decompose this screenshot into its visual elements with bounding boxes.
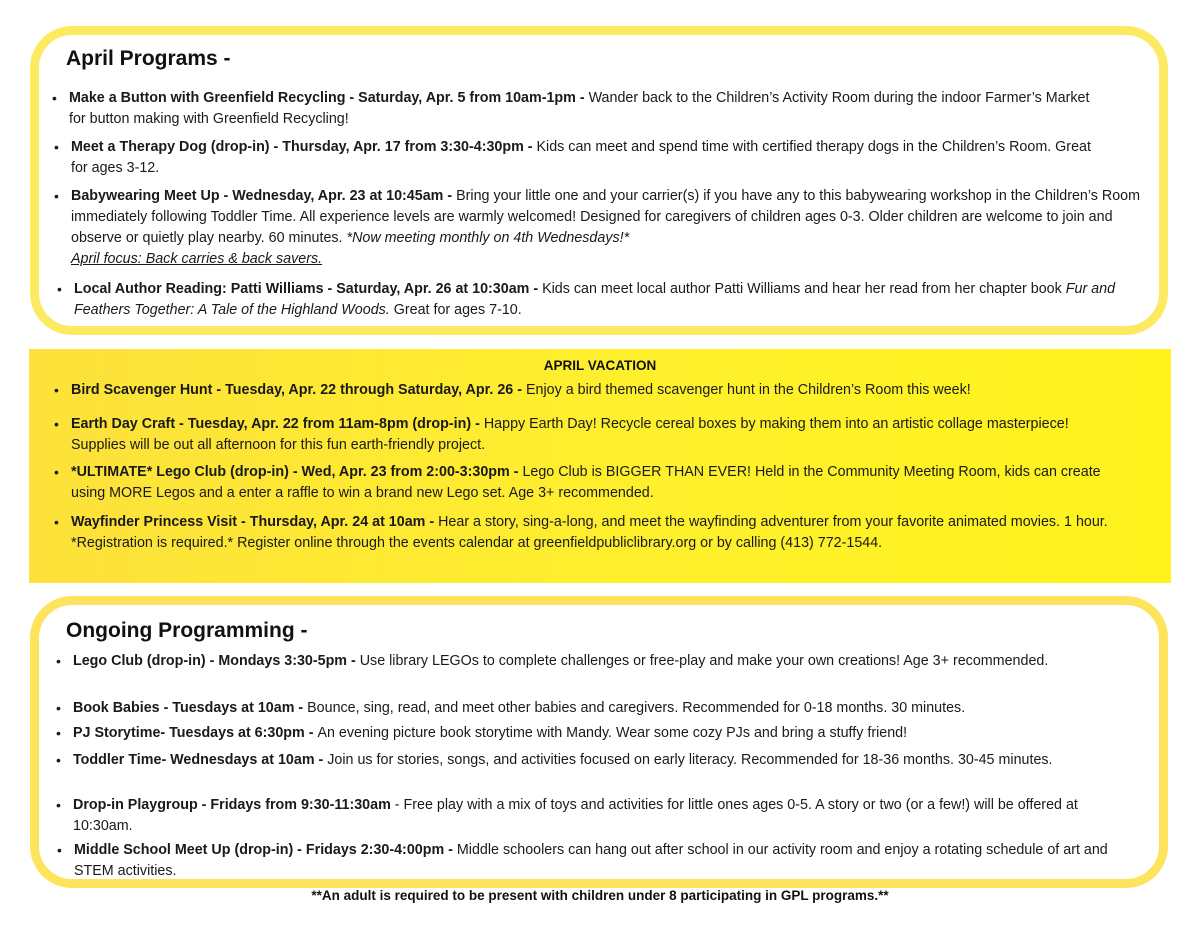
list-item: • Wayfinder Princess Visit - Thursday, Apr. 24 at 10am - Hear a story, sing-a-long, and meet the wayfinding adventurer from your favorite animated movies. 1 hour. *Registration is required.* Register online through the events calendar at greenfieldpubliclibrary.org or by calling (413) 772-1544. xyxy=(71,512,1131,554)
list-item: • Middle School Meet Up (drop-in) - Fridays 2:30-4:00pm - Middle schoolers can hang out after school in our activity room and enjoy a rotating schedule of art and STEM activities. xyxy=(74,840,1144,882)
list-item: • Bird Scavenger Hunt - Tuesday, Apr. 22 through Saturday, Apr. 26 - Enjoy a bird themed scavenger hunt in the Children’s Room this week! xyxy=(71,380,1161,401)
ongoing-programming-title: Ongoing Programming - xyxy=(66,619,308,642)
list-item: • PJ Storytime- Tuesdays at 6:30pm - An evening picture book storytime with Mandy. Wear some cozy PJs and bring a stuffy friend! xyxy=(73,723,1158,744)
ongoing-programming-panel xyxy=(30,596,1168,888)
list-item: • Make a Button with Greenfield Recycling - Saturday, Apr. 5 from 10am-1pm - Wander back to the Children’s Activity Room during the indoor Farmer’s Market for button making with Greenfield Recycling! xyxy=(69,88,1109,130)
april-vacation-title: APRIL VACATION xyxy=(543,358,657,373)
list-item: • *ULTIMATE* Lego Club (drop-in) - Wed, Apr. 23 from 2:00-3:30pm - Lego Club is BIGGER THAN EVER! Held in the Community Meeting Room, kids can create using MORE Legos and a enter a raffle to win a brand new Lego set. Age 3+ recommended. xyxy=(71,462,1136,504)
list-item: • Babywearing Meet Up - Wednesday, Apr. 23 at 10:45am - Bring your little one and your carrier(s) if you have any to this babywearing workshop in the Children’s Room immediately following Toddler Time. All experience levels are warmly welcomed! Designed for caregivers of children ages 0-3. Older children are welcome to join and observe or quietly play nearby. 60 minutes. *Now meeting monthly on 4th Wednesdays!* April focus: Back carries & back savers. xyxy=(71,186,1156,270)
list-item: • Earth Day Craft - Tuesday, Apr. 22 from 11am-8pm (drop-in) - Happy Earth Day! Recycle cereal boxes by making them into an artistic collage masterpiece! Supplies will be out all afternoon for this fun earth-friendly project. xyxy=(71,414,1111,456)
list-item: • Book Babies - Tuesdays at 10am - Bounce, sing, read, and meet other babies and caregivers. Recommended for 0-18 months. 30 minutes. xyxy=(73,698,1158,719)
april-programs-title: April Programs - xyxy=(66,47,231,70)
list-item: • Lego Club (drop-in) - Mondays 3:30-5pm - Use library LEGOs to complete challenges or free-play and make your own creations! Age 3+ recommended. xyxy=(73,651,1118,672)
adult-requirement-note: **An adult is required to be present with children under 8 participating in GPL programs.** xyxy=(311,888,889,903)
list-item: • Local Author Reading: Patti Williams - Saturday, Apr. 26 at 10:30am - Kids can meet local author Patti Williams and hear her read from her chapter book Fur and Feathers Together: A Tale of the Highland Woods. Great for ages 7-10. xyxy=(74,279,1144,321)
list-item: • Toddler Time- Wednesdays at 10am - Join us for stories, songs, and activities focused on early literacy. Recommended for 18-36 months. 30-45 minutes. xyxy=(73,750,1118,771)
april-vacation-section xyxy=(29,349,1171,583)
list-item: • Meet a Therapy Dog (drop-in) - Thursday, Apr. 17 from 3:30-4:30pm - Kids can meet and spend time with certified therapy dogs in the Children’s Room. Great for ages 3-12. xyxy=(71,137,1111,179)
list-item: • Drop-in Playgroup - Fridays from 9:30-11:30am - Free play with a mix of toys and activities for little ones ages 0-5. A story or two (or a few!) will be offered at 10:30am. xyxy=(73,795,1133,837)
april-programs-panel xyxy=(30,26,1168,335)
